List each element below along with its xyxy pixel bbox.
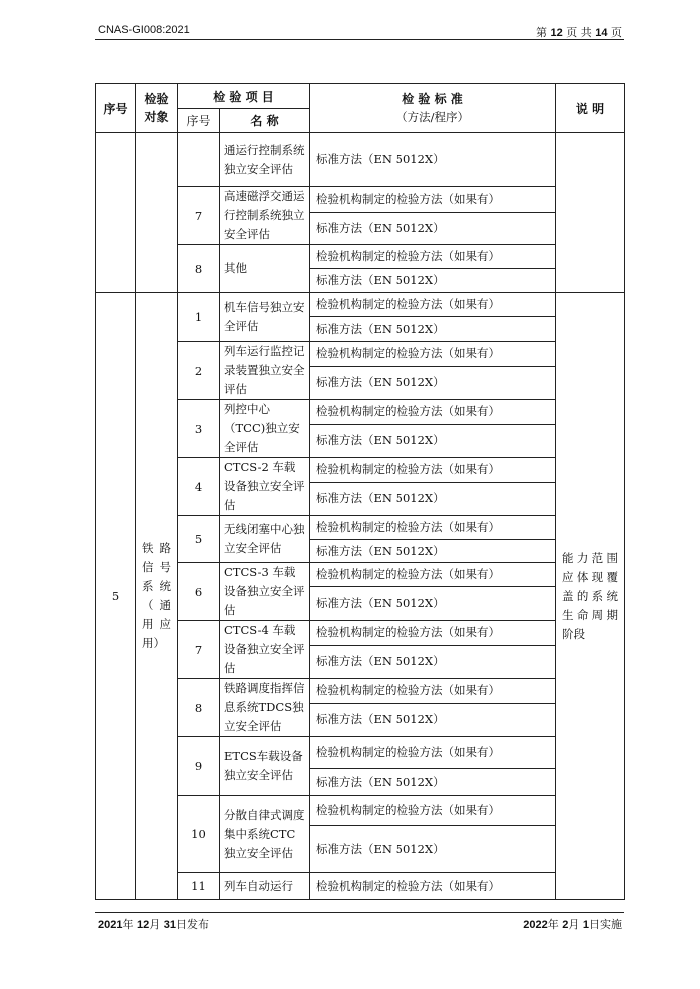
header-item-group: 检 验 项 目	[178, 84, 310, 109]
page-current: 12	[550, 27, 563, 39]
item-seq-cell	[178, 133, 220, 187]
method-cell: 检验机构制定的检验方法（如果有）	[310, 342, 556, 367]
item-name-cell: 列车自动运行	[220, 873, 310, 900]
page-mid: 页 共	[566, 26, 592, 39]
page-prefix: 第	[536, 26, 547, 39]
method-cell: 检验机构制定的检验方法（如果有）	[310, 737, 556, 769]
item-name-cell: 通运行控制系统独立安全评估	[220, 133, 310, 187]
header-row	[96, 84, 625, 109]
item-seq-cell: 8	[178, 245, 220, 293]
group-object-cell: 铁路信号系统（通用应用）	[136, 293, 178, 900]
item-seq-cell: 2	[178, 342, 220, 400]
item-seq-cell: 7	[178, 187, 220, 245]
header-remark: 说 明	[556, 84, 625, 133]
header-item-seq: 序号	[178, 109, 220, 133]
method-cell: 检验机构制定的检验方法（如果有）	[310, 563, 556, 587]
page-number	[536, 24, 622, 40]
method-cell: 标准方法（EN 5012X）	[310, 645, 556, 678]
implement-date	[523, 916, 622, 932]
method-cell: 标准方法（EN 5012X）	[310, 703, 556, 736]
method-cell: 检验机构制定的检验方法（如果有）	[310, 873, 556, 900]
item-seq-cell: 7	[178, 621, 220, 679]
page-suffix: 页	[611, 26, 622, 39]
publish-date	[98, 916, 209, 932]
item-name-cell: 机车信号独立安全评估	[220, 293, 310, 342]
header-object	[136, 84, 178, 133]
method-cell: 检验机构制定的检验方法（如果有）	[310, 679, 556, 704]
method-cell: 标准方法（EN 5012X）	[310, 133, 556, 187]
publish-year: 2021	[98, 919, 123, 931]
item-seq-cell: 6	[178, 563, 220, 621]
method-cell: 标准方法（EN 5012X）	[310, 424, 556, 457]
item-name-cell: CTCS-4 车载设备独立安全评估	[220, 621, 310, 679]
item-name-cell: 高速磁浮交通运行控制系统独立安全评估	[220, 187, 310, 245]
item-name-cell: ETCS车载设备独立安全评估	[220, 737, 310, 796]
method-cell: 检验机构制定的检验方法（如果有）	[310, 187, 556, 213]
document-code: CNAS-GI008:2021	[98, 24, 190, 36]
publish-suffix: 日发布	[175, 918, 209, 931]
method-cell: 检验机构制定的检验方法（如果有）	[310, 400, 556, 425]
seq-cell	[96, 133, 136, 293]
page-total: 14	[595, 27, 608, 39]
item-seq-cell: 1	[178, 293, 220, 342]
method-cell: 标准方法（EN 5012X）	[310, 587, 556, 621]
method-cell: 标准方法（EN 5012X）	[310, 317, 556, 342]
method-cell: 标准方法（EN 5012X）	[310, 366, 556, 399]
method-cell: 标准方法（EN 5012X）	[310, 826, 556, 873]
method-cell: 标准方法（EN 5012X）	[310, 540, 556, 563]
footer-rule	[95, 912, 624, 913]
publish-year-unit: 年	[122, 918, 134, 931]
item-seq-cell: 11	[178, 873, 220, 900]
item-name-cell: 其他	[220, 245, 310, 293]
item-seq-cell: 8	[178, 679, 220, 737]
method-cell: 检验机构制定的检验方法（如果有）	[310, 516, 556, 540]
item-name-cell: 无线闭塞中心独立安全评估	[220, 516, 310, 563]
table-row	[96, 293, 625, 317]
header-rule	[95, 39, 624, 40]
item-name-cell: 列控中心（TCC)独立安全评估	[220, 400, 310, 458]
publish-day: 31	[163, 919, 176, 931]
inspection-table	[95, 83, 625, 900]
method-cell: 检验机构制定的检验方法（如果有）	[310, 621, 556, 646]
table-row	[96, 133, 625, 187]
impl-month-unit: 月	[568, 918, 580, 931]
method-cell: 检验机构制定的检验方法（如果有）	[310, 293, 556, 317]
item-name-cell: 分散自律式调度集中系统CTC 独立安全评估	[220, 796, 310, 873]
item-seq-cell: 3	[178, 400, 220, 458]
publish-month-unit: 月	[149, 918, 161, 931]
method-cell: 标准方法（EN 5012X）	[310, 769, 556, 796]
method-cell: 标准方法（EN 5012X）	[310, 213, 556, 245]
group-seq-cell: 5	[96, 293, 136, 900]
method-cell: 检验机构制定的检验方法（如果有）	[310, 458, 556, 483]
item-seq-cell: 4	[178, 458, 220, 516]
method-cell: 检验机构制定的检验方法（如果有）	[310, 796, 556, 826]
item-name-cell: 列车运行监控记录装置独立安全评估	[220, 342, 310, 400]
impl-day: 1	[582, 919, 589, 931]
impl-suffix: 日实施	[589, 918, 622, 931]
item-seq-cell: 10	[178, 796, 220, 873]
item-seq-cell: 5	[178, 516, 220, 563]
header-standard-line1: 检 验 标 准	[402, 92, 463, 106]
method-cell: 检验机构制定的检验方法（如果有）	[310, 245, 556, 269]
method-cell: 标准方法（EN 5012X）	[310, 482, 556, 515]
group-remark-cell: 能力范围应体现覆盖的系统生命周期阶段	[556, 293, 625, 900]
item-name-cell: CTCS-3 车载设备独立安全评估	[220, 563, 310, 621]
publish-month: 12	[136, 919, 150, 931]
item-seq-cell: 9	[178, 737, 220, 796]
header-object-line2: 对象	[144, 110, 169, 124]
header-object-line1: 检验	[144, 92, 169, 106]
header-standard	[310, 84, 556, 133]
item-name-cell: CTCS-2 车载设备独立安全评估	[220, 458, 310, 516]
impl-year-unit: 年	[547, 918, 559, 931]
object-cell	[136, 133, 178, 293]
header-seq: 序号	[96, 84, 136, 133]
method-cell: 标准方法（EN 5012X）	[310, 269, 556, 293]
header-item-name: 名 称	[220, 109, 310, 133]
impl-month: 2	[562, 919, 569, 931]
header-standard-line2: （方法/程序）	[396, 110, 469, 124]
impl-year: 2022	[523, 919, 548, 931]
item-name-cell: 铁路调度指挥信息系统TDCS独立安全评估	[220, 679, 310, 737]
remark-cell	[556, 133, 625, 293]
